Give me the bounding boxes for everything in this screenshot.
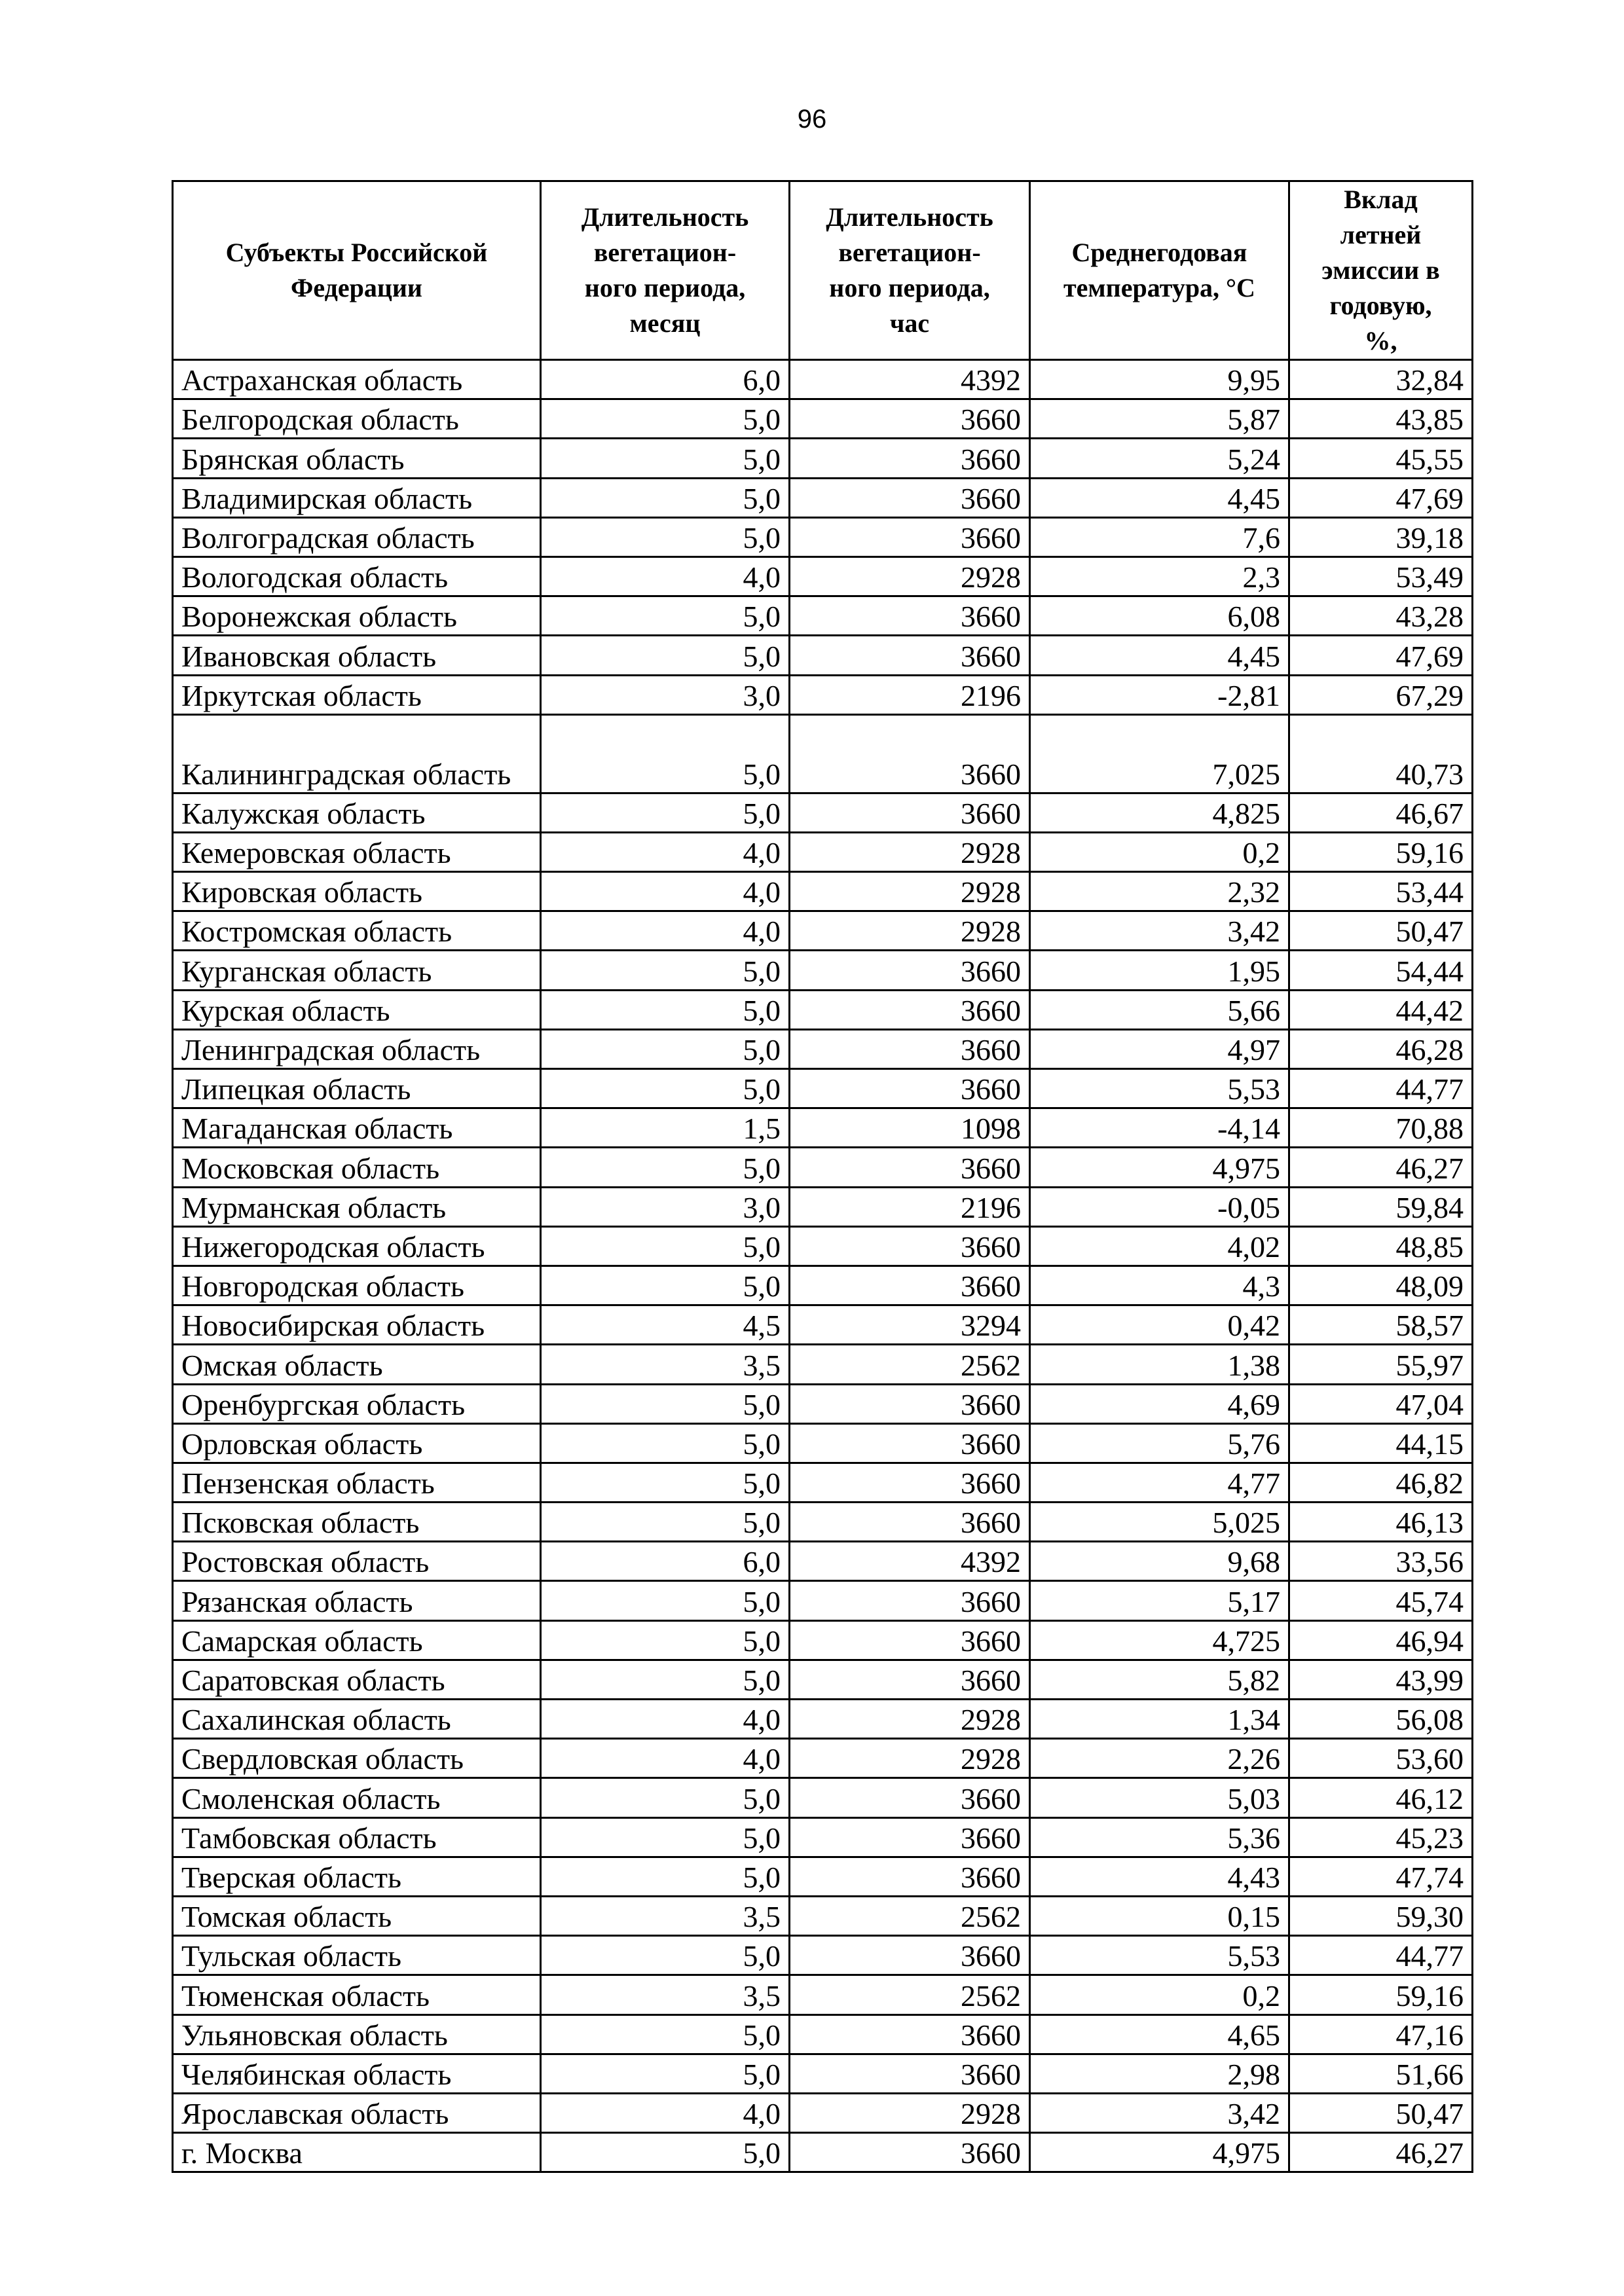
cell-subject: Оренбургская область [173,1384,541,1423]
cell-mean-temperature: 5,82 [1030,1660,1289,1699]
cell-mean-temperature: 5,76 [1030,1423,1289,1463]
table-row [173,1463,1473,1502]
cell-period-months: 3,5 [541,1975,790,2014]
cell-mean-temperature: 4,725 [1030,1620,1289,1660]
cell-period-months: 5,0 [541,1029,790,1068]
cell-period-hours: 3660 [790,1384,1030,1423]
cell-mean-temperature: 4,43 [1030,1857,1289,1896]
table-header [173,181,1473,360]
cell-mean-temperature: 9,95 [1030,360,1289,399]
cell-emission-share: 59,84 [1289,1187,1473,1226]
cell-emission-share: 54,44 [1289,951,1473,990]
cell-period-hours: 4392 [790,360,1030,399]
cell-period-months: 5,0 [541,1778,790,1817]
cell-emission-share: 45,23 [1289,1817,1473,1857]
table-row [173,1896,1473,1935]
cell-period-months: 4,0 [541,1739,790,1778]
cell-period-months: 5,0 [541,1423,790,1463]
cell-period-hours: 2928 [790,911,1030,951]
cell-subject: Новгородская область [173,1266,541,1305]
table-row [173,1108,1473,1148]
table-row [173,1423,1473,1463]
table-row [173,1778,1473,1817]
cell-emission-share: 56,08 [1289,1700,1473,1739]
cell-mean-temperature: 4,45 [1030,478,1289,517]
table-row [173,1936,1473,1975]
cell-emission-share: 50,47 [1289,2093,1473,2132]
table-row [173,1581,1473,1620]
table-row [173,2133,1473,2172]
cell-period-months: 5,0 [541,478,790,517]
cell-period-hours: 3660 [790,478,1030,517]
cell-period-hours: 2928 [790,556,1030,596]
cell-emission-share: 44,77 [1289,1936,1473,1975]
cell-emission-share: 43,85 [1289,399,1473,439]
table-row [173,517,1473,556]
cell-period-months: 4,0 [541,556,790,596]
cell-period-hours: 3660 [790,1226,1030,1266]
cell-subject: Астраханская область [173,360,541,399]
cell-emission-share: 33,56 [1289,1542,1473,1581]
cell-period-hours: 3660 [790,1423,1030,1463]
table-row [173,990,1473,1029]
cell-period-hours: 1098 [790,1108,1030,1148]
cell-period-hours: 2562 [790,1975,1030,2014]
table-row [173,1226,1473,1266]
cell-emission-share: 48,85 [1289,1226,1473,1266]
cell-period-months: 5,0 [541,1503,790,1542]
cell-period-months: 5,0 [541,793,790,832]
table-row [173,636,1473,675]
cell-period-hours: 3660 [790,1069,1030,1108]
cell-mean-temperature: 5,36 [1030,1817,1289,1857]
table-row [173,1069,1473,1108]
header-period-hours: Длительность вегетацион- ного периода, час [790,181,1030,360]
table-row [173,1187,1473,1226]
cell-emission-share: 50,47 [1289,911,1473,951]
table-row [173,1305,1473,1345]
cell-period-months: 4,0 [541,832,790,871]
cell-period-hours: 3660 [790,2054,1030,2093]
cell-subject: Ленинградская область [173,1029,541,1068]
cell-mean-temperature: 3,42 [1030,911,1289,951]
header-subject: Субъекты Российской Федерации [173,181,541,360]
cell-period-hours: 2928 [790,1739,1030,1778]
cell-period-hours: 3660 [790,1857,1030,1896]
cell-period-months: 3,0 [541,1187,790,1226]
cell-mean-temperature: 7,025 [1030,714,1289,793]
cell-period-hours: 3660 [790,714,1030,793]
cell-emission-share: 45,74 [1289,1581,1473,1620]
cell-period-months: 3,0 [541,675,790,714]
cell-period-months: 5,0 [541,1463,790,1502]
cell-emission-share: 46,94 [1289,1620,1473,1660]
cell-subject: Тюменская область [173,1975,541,2014]
cell-mean-temperature: 4,02 [1030,1226,1289,1266]
cell-emission-share: 43,28 [1289,596,1473,636]
cell-period-months: 4,0 [541,2093,790,2132]
cell-mean-temperature: 0,42 [1030,1305,1289,1345]
cell-period-hours: 4392 [790,1542,1030,1581]
cell-subject: Калужская область [173,793,541,832]
cell-mean-temperature: 0,15 [1030,1896,1289,1935]
cell-period-months: 5,0 [541,1581,790,1620]
cell-emission-share: 48,09 [1289,1266,1473,1305]
cell-mean-temperature: 2,26 [1030,1739,1289,1778]
table-row [173,1817,1473,1857]
cell-period-hours: 3660 [790,399,1030,439]
cell-emission-share: 43,99 [1289,1660,1473,1699]
cell-period-months: 4,0 [541,872,790,911]
cell-subject: Свердловская область [173,1739,541,1778]
table-row [173,2014,1473,2054]
cell-mean-temperature: 4,825 [1030,793,1289,832]
cell-period-months: 5,0 [541,517,790,556]
cell-mean-temperature: 4,97 [1030,1029,1289,1068]
cell-mean-temperature: 4,3 [1030,1266,1289,1305]
table-row [173,1148,1473,1187]
cell-subject: Самарская область [173,1620,541,1660]
cell-emission-share: 47,16 [1289,2014,1473,2054]
cell-emission-share: 40,73 [1289,714,1473,793]
cell-period-hours: 3660 [790,1463,1030,1502]
cell-period-hours: 2196 [790,1187,1030,1226]
cell-period-months: 5,0 [541,439,790,478]
cell-period-months: 5,0 [541,1069,790,1108]
table-row [173,832,1473,871]
cell-period-months: 5,0 [541,1660,790,1699]
cell-period-hours: 3660 [790,596,1030,636]
emission-table [172,180,1473,2173]
cell-emission-share: 51,66 [1289,2054,1473,2093]
cell-emission-share: 44,15 [1289,1423,1473,1463]
cell-mean-temperature: 0,2 [1030,1975,1289,2014]
cell-mean-temperature: 4,77 [1030,1463,1289,1502]
table-row [173,360,1473,399]
cell-period-hours: 3660 [790,1581,1030,1620]
cell-subject: Мурманская область [173,1187,541,1226]
table-row [173,2054,1473,2093]
cell-period-hours: 3294 [790,1305,1030,1345]
table-row [173,1384,1473,1423]
cell-emission-share: 45,55 [1289,439,1473,478]
cell-period-months: 5,0 [541,990,790,1029]
cell-mean-temperature: 6,08 [1030,596,1289,636]
cell-period-months: 3,5 [541,1896,790,1935]
header-summer-emission-share: Вклад летней эмиссии в годовую, %, [1289,181,1473,360]
cell-period-months: 5,0 [541,1936,790,1975]
cell-emission-share: 55,97 [1289,1345,1473,1384]
cell-mean-temperature: 7,6 [1030,517,1289,556]
cell-period-hours: 3660 [790,1266,1030,1305]
cell-period-months: 5,0 [541,2133,790,2172]
table-row [173,1503,1473,1542]
cell-emission-share: 46,27 [1289,1148,1473,1187]
cell-mean-temperature: -2,81 [1030,675,1289,714]
table-row [173,1660,1473,1699]
cell-mean-temperature: 5,66 [1030,990,1289,1029]
cell-period-hours: 3660 [790,2133,1030,2172]
cell-subject: Вологодская область [173,556,541,596]
cell-subject: Кировская область [173,872,541,911]
cell-subject: Тамбовская область [173,1817,541,1857]
cell-subject: Ростовская область [173,1542,541,1581]
cell-subject: Рязанская область [173,1581,541,1620]
cell-subject: Пензенская область [173,1463,541,1502]
header-row [173,181,1473,360]
cell-subject: Орловская область [173,1423,541,1463]
cell-period-hours: 3660 [790,1148,1030,1187]
table-row [173,596,1473,636]
cell-emission-share: 59,30 [1289,1896,1473,1935]
cell-emission-share: 39,18 [1289,517,1473,556]
cell-subject: Челябинская область [173,2054,541,2093]
cell-period-hours: 3660 [790,1503,1030,1542]
cell-mean-temperature: 4,975 [1030,1148,1289,1187]
cell-subject: Калининградская область [173,714,541,793]
cell-subject: Ивановская область [173,636,541,675]
cell-subject: Костромская область [173,911,541,951]
cell-period-months: 4,0 [541,1700,790,1739]
cell-period-months: 5,0 [541,1266,790,1305]
cell-emission-share: 67,29 [1289,675,1473,714]
cell-emission-share: 46,82 [1289,1463,1473,1502]
cell-subject: Ульяновская область [173,2014,541,2054]
cell-subject: Псковская область [173,1503,541,1542]
cell-period-months: 5,0 [541,714,790,793]
cell-subject: Томская область [173,1896,541,1935]
cell-emission-share: 53,49 [1289,556,1473,596]
cell-period-months: 5,0 [541,1148,790,1187]
cell-subject: Саратовская область [173,1660,541,1699]
cell-period-months: 5,0 [541,951,790,990]
cell-period-hours: 3660 [790,2014,1030,2054]
cell-period-hours: 3660 [790,951,1030,990]
cell-period-hours: 2928 [790,832,1030,871]
cell-period-months: 5,0 [541,596,790,636]
cell-emission-share: 47,69 [1289,636,1473,675]
cell-emission-share: 44,42 [1289,990,1473,1029]
cell-mean-temperature: 5,03 [1030,1778,1289,1817]
table-row [173,793,1473,832]
cell-period-hours: 3660 [790,1778,1030,1817]
cell-period-months: 5,0 [541,1857,790,1896]
cell-subject: Воронежская область [173,596,541,636]
cell-mean-temperature: 1,34 [1030,1700,1289,1739]
cell-emission-share: 46,27 [1289,2133,1473,2172]
cell-emission-share: 46,67 [1289,793,1473,832]
cell-mean-temperature: -0,05 [1030,1187,1289,1226]
cell-period-months: 5,0 [541,2014,790,2054]
table-row [173,1345,1473,1384]
cell-subject: Нижегородская область [173,1226,541,1266]
table-row [173,675,1473,714]
cell-period-months: 6,0 [541,360,790,399]
cell-subject: Новосибирская область [173,1305,541,1345]
table-row [173,872,1473,911]
cell-period-hours: 3660 [790,1660,1030,1699]
cell-period-hours: 3660 [790,517,1030,556]
cell-period-months: 4,5 [541,1305,790,1345]
cell-subject: Тверская область [173,1857,541,1896]
cell-mean-temperature: 4,69 [1030,1384,1289,1423]
cell-subject: Брянская область [173,439,541,478]
cell-mean-temperature: 5,24 [1030,439,1289,478]
header-period-months: Длительность вегетацион- ного периода, месяц [541,181,790,360]
table-row [173,439,1473,478]
cell-subject: Сахалинская область [173,1700,541,1739]
cell-period-months: 5,0 [541,1226,790,1266]
cell-mean-temperature: 9,68 [1030,1542,1289,1581]
cell-subject: Белгородская область [173,399,541,439]
cell-period-months: 5,0 [541,1384,790,1423]
header-mean-temperature: Среднегодовая температура, °С [1030,181,1289,360]
table-row [173,1857,1473,1896]
cell-mean-temperature: 5,87 [1030,399,1289,439]
cell-emission-share: 59,16 [1289,832,1473,871]
cell-emission-share: 53,60 [1289,1739,1473,1778]
cell-period-hours: 3660 [790,439,1030,478]
cell-period-months: 4,0 [541,911,790,951]
cell-subject: Смоленская область [173,1778,541,1817]
table-row [173,911,1473,951]
table-row [173,951,1473,990]
cell-period-hours: 3660 [790,1936,1030,1975]
cell-period-hours: 3660 [790,1620,1030,1660]
cell-period-hours: 3660 [790,1029,1030,1068]
cell-mean-temperature: 5,53 [1030,1936,1289,1975]
cell-period-hours: 2196 [790,675,1030,714]
cell-emission-share: 32,84 [1289,360,1473,399]
cell-subject: Магаданская область [173,1108,541,1148]
cell-emission-share: 53,44 [1289,872,1473,911]
cell-mean-temperature: 5,17 [1030,1581,1289,1620]
cell-period-hours: 3660 [790,636,1030,675]
page-number: 96 [797,105,827,134]
cell-period-months: 5,0 [541,1620,790,1660]
cell-emission-share: 47,04 [1289,1384,1473,1423]
cell-period-hours: 2562 [790,1896,1030,1935]
cell-mean-temperature: 4,975 [1030,2133,1289,2172]
table-row [173,1975,1473,2014]
table-row [173,1029,1473,1068]
cell-period-hours: 3660 [790,793,1030,832]
cell-period-hours: 2928 [790,2093,1030,2132]
cell-subject: Тульская область [173,1936,541,1975]
table-body [173,360,1473,2172]
cell-period-hours: 3660 [790,1817,1030,1857]
cell-emission-share: 46,13 [1289,1503,1473,1542]
cell-emission-share: 44,77 [1289,1069,1473,1108]
cell-subject: Омская область [173,1345,541,1384]
cell-subject: Курская область [173,990,541,1029]
table-row [173,1266,1473,1305]
table-row [173,1739,1473,1778]
cell-emission-share: 46,12 [1289,1778,1473,1817]
cell-subject: Ярославская область [173,2093,541,2132]
cell-mean-temperature: 1,38 [1030,1345,1289,1384]
cell-subject: Курганская область [173,951,541,990]
cell-period-months: 5,0 [541,636,790,675]
cell-mean-temperature: 0,2 [1030,832,1289,871]
cell-mean-temperature: 1,95 [1030,951,1289,990]
table-row [173,478,1473,517]
cell-mean-temperature: 3,42 [1030,2093,1289,2132]
cell-mean-temperature: 5,53 [1030,1069,1289,1108]
cell-emission-share: 58,57 [1289,1305,1473,1345]
cell-subject: Иркутская область [173,675,541,714]
cell-subject: Московская область [173,1148,541,1187]
table-row [173,714,1473,793]
cell-subject: г. Москва [173,2133,541,2172]
cell-subject: Волгоградская область [173,517,541,556]
cell-period-months: 5,0 [541,2054,790,2093]
cell-period-months: 5,0 [541,399,790,439]
table-row [173,399,1473,439]
cell-emission-share: 47,69 [1289,478,1473,517]
cell-period-months: 5,0 [541,1817,790,1857]
cell-emission-share: 59,16 [1289,1975,1473,2014]
table-row [173,556,1473,596]
cell-period-months: 6,0 [541,1542,790,1581]
cell-period-hours: 2562 [790,1345,1030,1384]
cell-period-months: 3,5 [541,1345,790,1384]
cell-mean-temperature: 5,025 [1030,1503,1289,1542]
cell-mean-temperature: 4,65 [1030,2014,1289,2054]
cell-period-months: 1,5 [541,1108,790,1148]
table-row [173,2093,1473,2132]
cell-emission-share: 46,28 [1289,1029,1473,1068]
cell-mean-temperature: 2,32 [1030,872,1289,911]
cell-emission-share: 70,88 [1289,1108,1473,1148]
cell-mean-temperature: 2,3 [1030,556,1289,596]
cell-emission-share: 47,74 [1289,1857,1473,1896]
cell-subject: Кемеровская область [173,832,541,871]
cell-subject: Липецкая область [173,1069,541,1108]
cell-period-hours: 2928 [790,1700,1030,1739]
table-row [173,1542,1473,1581]
cell-mean-temperature: -4,14 [1030,1108,1289,1148]
cell-period-hours: 3660 [790,990,1030,1029]
cell-period-hours: 2928 [790,872,1030,911]
cell-mean-temperature: 4,45 [1030,636,1289,675]
cell-subject: Владимирская область [173,478,541,517]
cell-mean-temperature: 2,98 [1030,2054,1289,2093]
table-row [173,1700,1473,1739]
table-row [173,1620,1473,1660]
